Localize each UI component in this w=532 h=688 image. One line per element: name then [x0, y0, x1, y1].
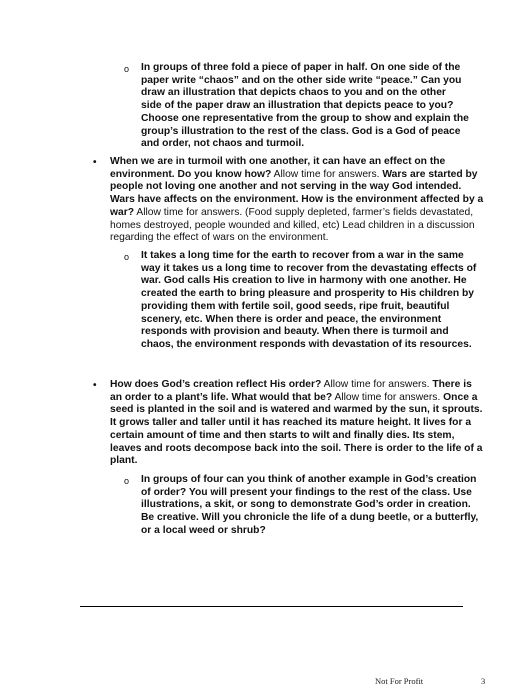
- text-segment: Allow time for answers.: [321, 379, 433, 390]
- activity-paragraph-chaos-peace: [141, 62, 469, 151]
- text-segment: There is an order to a plant’s life. What would that be?: [110, 379, 472, 403]
- sub-bullet-marker: o: [124, 476, 130, 486]
- text-segment: It takes a long time for the earth to recover from a war in the same way it takes us a long time to recover from the devastating effects of war. God calls His creation to live in harmony with one another. He created the earth to bring pleasure and prosperity to His children by providing them with fertile soil, good seeds, ripe fruit, beautiful scenery, etc. When there is order and peace, the environment responds with provision and beauty. When there is turmoil and chaos, the environment responds with devastation of its resources.: [141, 250, 477, 350]
- bullet-marker: •: [93, 157, 97, 168]
- text-segment: Allow time for answers.: [332, 391, 444, 403]
- footer-divider: [80, 606, 463, 607]
- footer-label: Not For Profit: [375, 676, 424, 686]
- text-segment: Allow time for answers. (Food supply depleted, farmer’s fields devastated, homes destroyed, people wounded and killed, etc) Lead children in a discussion regarding the effect of wars on the environment.: [110, 206, 475, 244]
- text-segment: Wars are started by people not loving one another and not serving in the way God intended. Wars have affects on the environment. How is the environment affected by a war?: [110, 168, 484, 218]
- text-segment: In groups of three fold a piece of paper in half. On one side of the paper write “chaos” and on the other side write “peace.” Can you draw an illustration that depicts chaos to you and on the other side of the paper draw an illustration that depicts peace to you? Choose one representative from the group to show and explain the group’s illustration to the rest of the class. God is a God of peace and order, not chaos and turmoil.: [141, 62, 469, 150]
- sub-bullet-marker: o: [124, 252, 130, 262]
- bullet-marker: •: [93, 380, 97, 391]
- text-segment: How does God’s creation reflect His order?: [110, 379, 322, 390]
- activity-paragraph-groups-of-four: [141, 474, 481, 538]
- text-segment: In groups of four can you think of another example in God’s creation of order? You will present your findings to the rest of the class. Use illustrations, a skit, or song to demonstrate God’s order in creation. Be creative. Will you chronicle the life of a dung beetle, or a butterfly, or a local weed or shrub?: [141, 474, 479, 536]
- question-paragraph-creation-order: [110, 379, 486, 468]
- text-segment: When we are in turmoil with one another, it can have an effect on the environment. Do you know how?: [110, 156, 446, 180]
- text-segment: Allow time for answers.: [271, 168, 383, 180]
- paragraph-earth-recovery: [141, 250, 477, 352]
- page-number: 3: [481, 676, 486, 686]
- question-paragraph-turmoil: [110, 156, 485, 245]
- text-segment: Once a seed is planted in the soil and is watered and warmed by the sun, it sprouts. It grows taller and taller until it has reached its mature height. It lives for a certain amount of time and then starts to wilt and finally dies. Its stem, leaves and roots decompose back into the soil. There is order to the life of a plant.: [110, 391, 483, 467]
- sub-bullet-marker: o: [124, 64, 130, 74]
